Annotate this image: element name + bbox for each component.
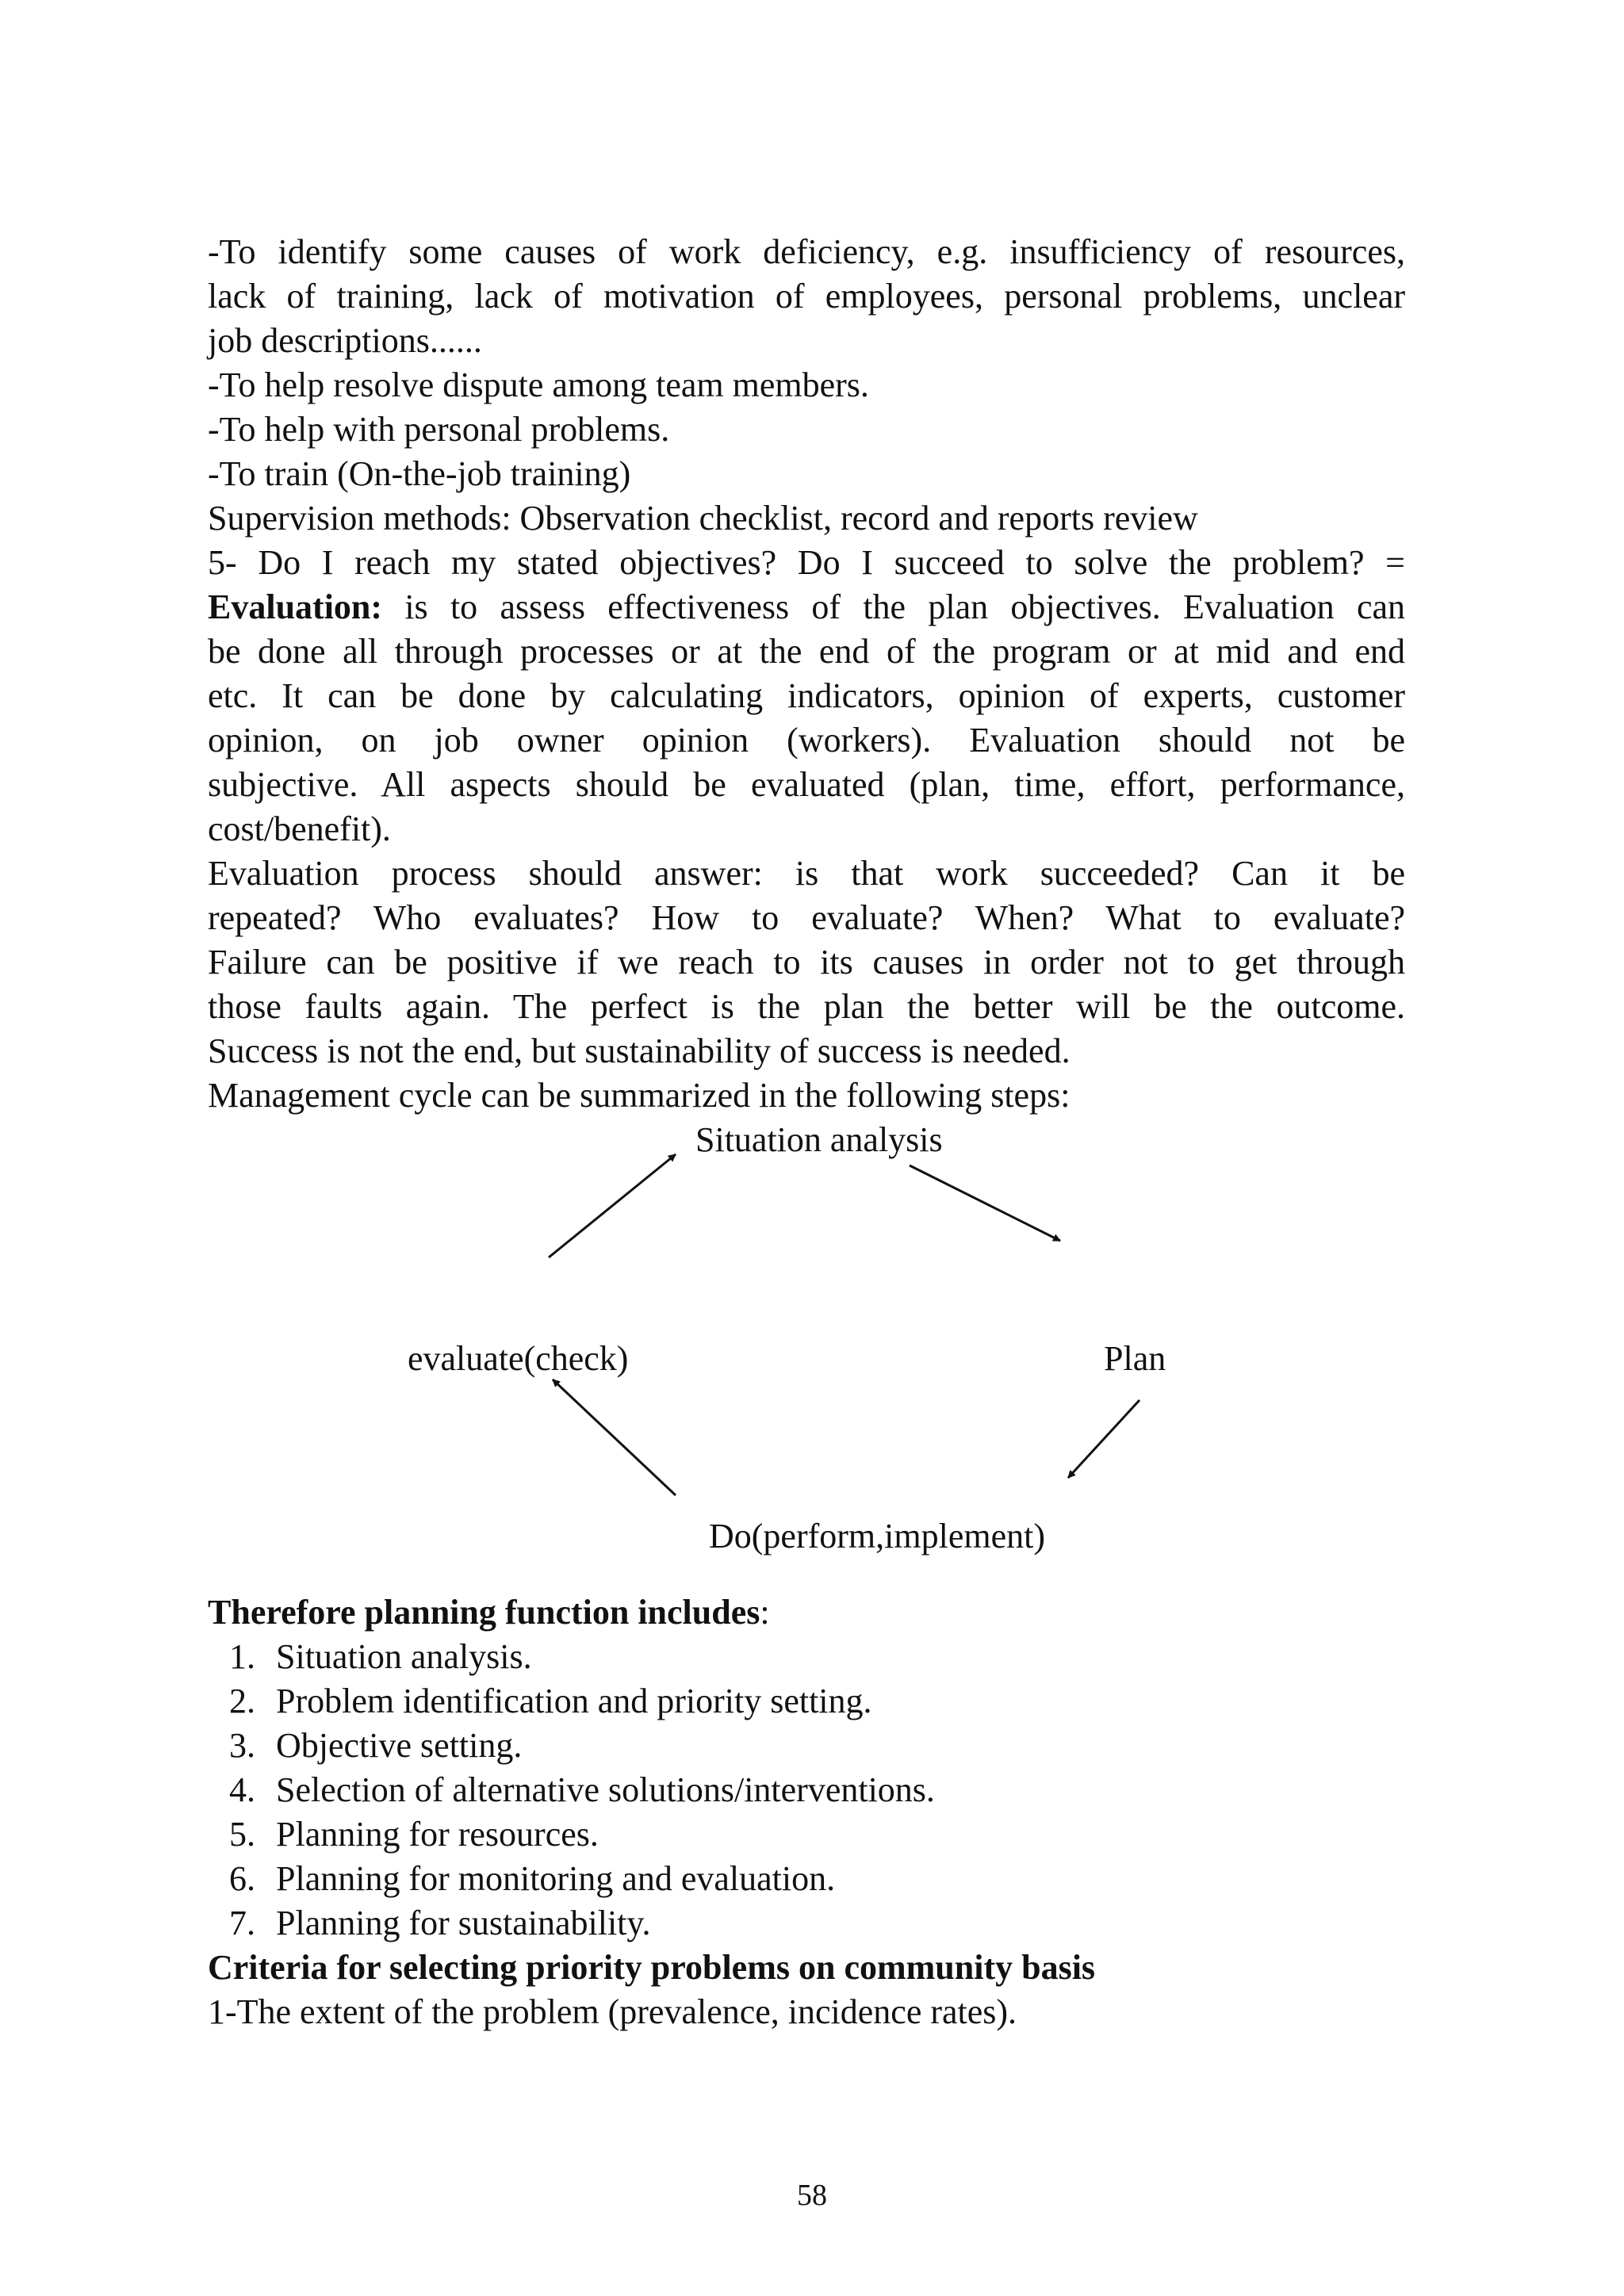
evaluation-line: be done all through processes or at the end of the program or at mid and end: [208, 632, 1405, 671]
list-item-number: 4.: [229, 1770, 255, 1809]
management-cycle-diagram: [208, 1118, 1405, 1590]
list-item-number: 5.: [229, 1815, 255, 1854]
list-item: [208, 1812, 1405, 1857]
paragraph-line: -To identify some causes of work deficiency, e.g. insufficiency of resources,: [208, 232, 1405, 271]
list-item-text: Planning for sustainability.: [276, 1904, 651, 1942]
bullet-train: -To train (On-the-job training): [208, 454, 631, 493]
list-item-number: 6.: [229, 1859, 255, 1898]
process-line: Failure can be positive if we reach to its causes in order not to get through: [208, 943, 1405, 982]
process-line: Success is not the end, but sustainability of success is needed.: [208, 1031, 1071, 1070]
arrow-plan-to-do: [1068, 1400, 1139, 1478]
list-item-number: 3.: [229, 1726, 255, 1765]
list-item: [208, 1768, 1405, 1812]
list-item-text: Planning for resources.: [276, 1815, 599, 1854]
list-item-text: Situation analysis.: [276, 1637, 532, 1676]
criteria-item: 1-The extent of the problem (prevalence, incidence rates).: [208, 1992, 1017, 2031]
arrow-evaluate-to-situation: [549, 1154, 676, 1257]
evaluation-line: opinion, on job owner opinion (workers). Evaluation should not be: [208, 721, 1405, 760]
process-line: Management cycle can be summarized in the following steps:: [208, 1076, 1071, 1115]
planning-heading-text: Therefore planning function includes: [208, 1593, 760, 1632]
page-number: 58: [797, 2179, 827, 2212]
bullet-dispute: -To help resolve dispute among team members.: [208, 365, 869, 404]
cycle-plan: Plan: [1104, 1339, 1166, 1378]
supervision-methods: Supervision methods: Observation checklist, record and reports review: [208, 499, 1198, 538]
evaluation-term: Evaluation:: [208, 587, 383, 626]
planning-steps-list: [208, 1635, 1405, 1946]
bullet-personal-problems: -To help with personal problems.: [208, 410, 670, 449]
cycle-arrows: [208, 1118, 1405, 1590]
question-five: 5- Do I reach my stated objectives? Do I succeed to solve the problem? =: [208, 543, 1405, 582]
list-item: [208, 1857, 1405, 1901]
arrow-situation-to-plan: [910, 1165, 1060, 1241]
page-body: [208, 230, 1405, 2034]
list-item-number: 7.: [229, 1904, 255, 1942]
process-line: Evaluation process should answer: is that work succeeded? Can it be: [208, 854, 1405, 893]
arrow-do-to-evaluate: [553, 1380, 676, 1495]
process-line: repeated? Who evaluates? How to evaluate? When? What to evaluate?: [208, 898, 1405, 937]
criteria-heading: Criteria for selecting priority problems on community basis: [208, 1948, 1096, 1987]
evaluation-line: cost/benefit).: [208, 809, 391, 848]
list-item: [208, 1635, 1405, 1679]
evaluation-line: subjective. All aspects should be evaluated (plan, time, effort, performance,: [208, 765, 1405, 804]
evaluation-definition: is to assess effectiveness of the plan objectives. Evaluation can: [382, 587, 1405, 626]
list-item: [208, 1679, 1405, 1724]
evaluation-line: etc. It can be done by calculating indicators, opinion of experts, customer: [208, 676, 1405, 715]
list-item-text: Planning for monitoring and evaluation.: [276, 1859, 836, 1898]
paragraph-line: job descriptions......: [208, 321, 482, 360]
planning-heading: [208, 1590, 1405, 1635]
cycle-do: Do(perform,implement): [709, 1517, 1045, 1556]
list-item-text: Selection of alternative solutions/interventions.: [276, 1770, 935, 1809]
list-item-text: Problem identification and priority setting.: [276, 1682, 872, 1720]
evaluation-line: [208, 585, 1405, 629]
list-item-number: 2.: [229, 1682, 255, 1720]
list-item: [208, 1901, 1405, 1946]
paragraph-line: lack of training, lack of motivation of employees, personal problems, unclear: [208, 277, 1405, 316]
list-item-number: 1.: [229, 1637, 255, 1676]
list-item-text: Objective setting.: [276, 1726, 523, 1765]
planning-heading-colon: :: [760, 1593, 770, 1632]
cycle-situation-analysis: Situation analysis: [695, 1120, 943, 1159]
list-item: [208, 1724, 1405, 1768]
process-line: those faults again. The perfect is the plan the better will be the outcome.: [208, 987, 1405, 1026]
cycle-evaluate: evaluate(check): [408, 1339, 629, 1378]
